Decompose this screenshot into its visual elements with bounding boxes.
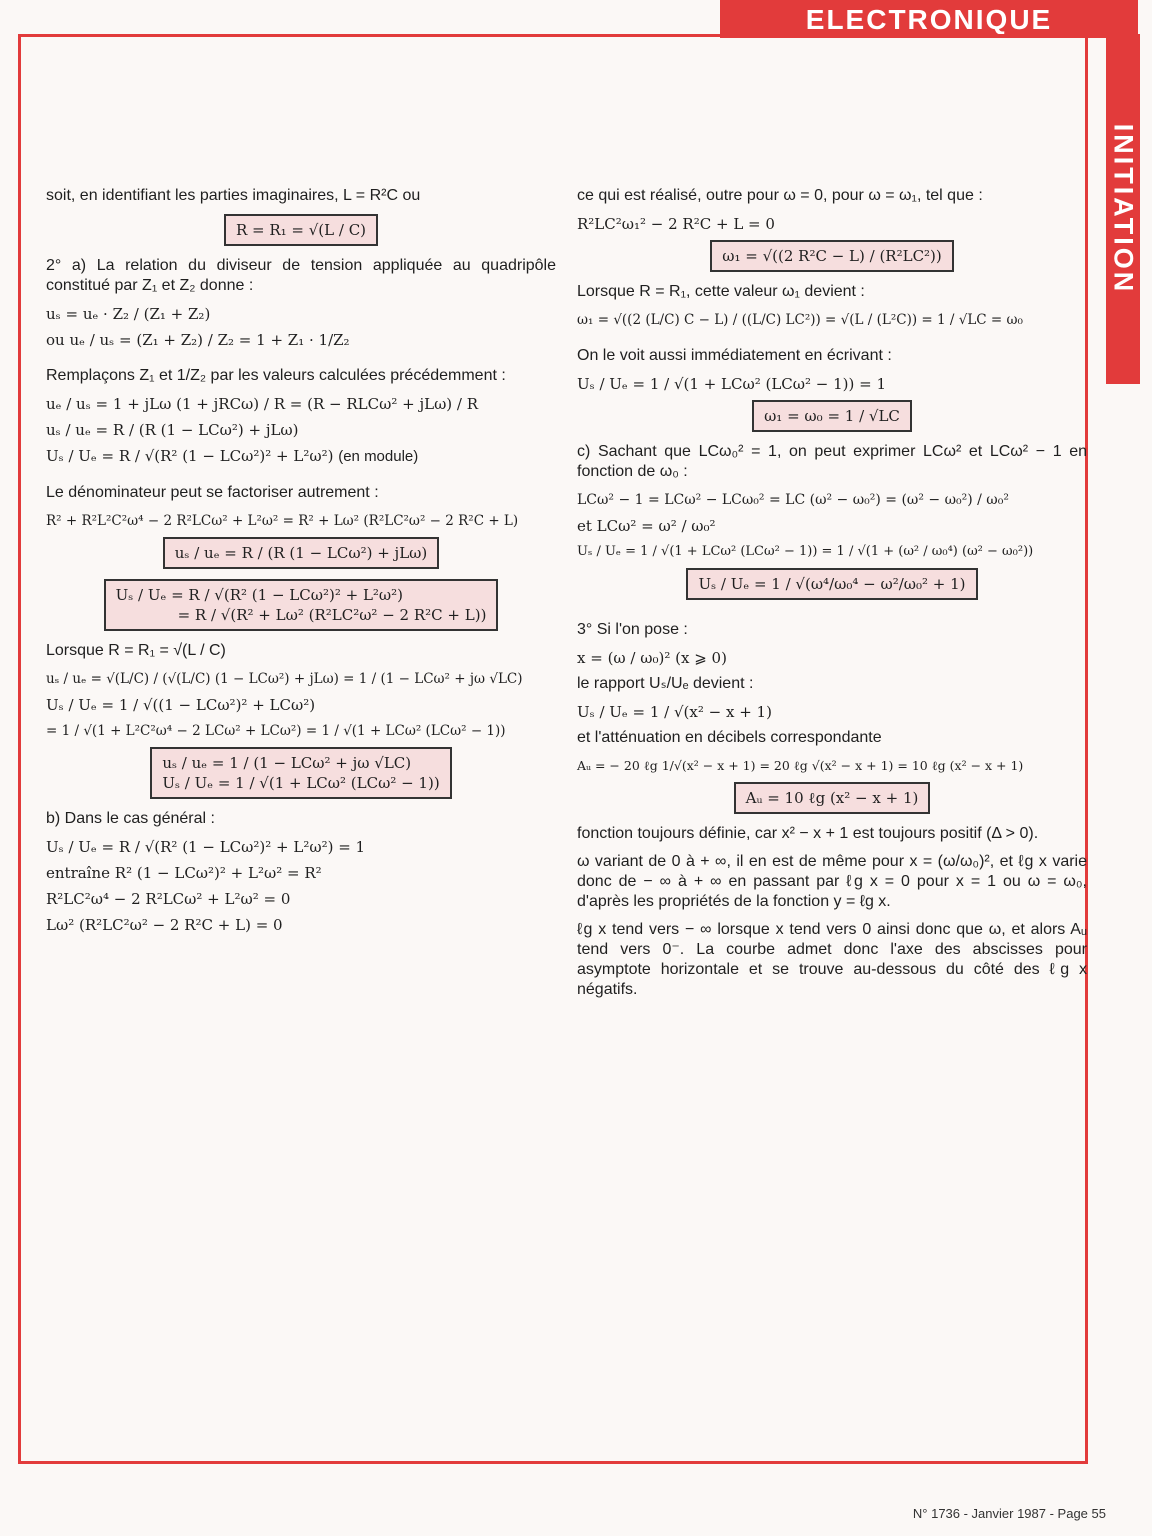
paragraph: 3° Si l'on pose : [577, 621, 688, 638]
paragraph: fonction toujours définie, car x² − x + 1 est toujours positif (Δ > 0). [577, 825, 1039, 842]
formula: ω₁ = √((2 (L/C) C − L) / ((L/C) LC²)) = √(L / (L²C)) = 1 / √LC = ω₀ [577, 312, 1023, 328]
result-box: R = R₁ = √(L / C) [224, 214, 378, 246]
paragraph: et l'atténuation en décibels correspondante [577, 729, 882, 746]
result-box: Uₛ / Uₑ = 1 / √(ω⁴/ω₀⁴ − ω²/ω₀² + 1) [686, 568, 977, 600]
paragraph: le rapport Uₛ/Uₑ devient : [577, 675, 754, 692]
paragraph: ℓg x tend vers − ∞ lorsque x tend vers 0 ainsi donc que ω, et alors Aᵤ tend vers 0⁻. La courbe admet donc l'axe des abscisses pour asymptote horizontale et se trouve au-dessous du côté des ℓg x négatifs. [577, 921, 1087, 998]
formula: R²LC²ω⁴ − 2 R²LCω² + L²ω² = 0 [46, 890, 291, 908]
formula: x = (ω / ω₀)² (x ⩾ 0) [577, 649, 727, 667]
result-box: uₛ / uₑ = R / (R (1 − LCω²) + jLω) [163, 537, 440, 569]
side-tab-label: INITIATION [1108, 123, 1139, 295]
formula: uₛ / uₑ = √(L/C) / (√(L/C) (1 − LCω²) + jLω) = 1 / (1 − LCω² + jω √LC) [46, 671, 523, 687]
result-line: Uₛ / Uₑ = R / √(R² (1 − LCω²)² + L²ω²) [115, 586, 404, 604]
section-header: ELECTRONIQUE [720, 0, 1138, 38]
paragraph: ω variant de 0 à + ∞, il en est de même pour x = (ω/ω₀)², et ℓg x varie donc de − ∞ à + ∞ en passant par ℓg x = 0 pour x = 1 ou ω = ω₀, d'après les propriétés de la fonction y = ℓg x. [577, 853, 1087, 910]
left-column [46, 186, 556, 941]
formula [46, 446, 556, 467]
formula-body: Uₛ / Uₑ = R / √(R² (1 − LCω²)² + L²ω²) [46, 447, 334, 465]
formula: uₑ / uₛ = 1 + jLω (1 + jRCω) / R = (R − RLCω² + jLω) / R [46, 395, 479, 413]
page-footer: N° 1736 - Janvier 1987 - Page 55 [912, 1506, 1106, 1521]
result-line: = R / √(R² + Lω² (R²LC²ω² − 2 R²C + L)) [177, 606, 487, 624]
paragraph: ce qui est réalisé, outre pour ω = 0, pour ω = ω₁, tel que : [577, 187, 983, 204]
formula: uₛ = uₑ · Z₂ / (Z₁ + Z₂) [46, 305, 211, 323]
formula: R²LC²ω₁² − 2 R²C + L = 0 [577, 215, 775, 233]
formula: Uₛ / Uₑ = 1 / √(x² − x + 1) [577, 703, 772, 721]
result-box: Aᵤ = 10 ℓg (x² − x + 1) [734, 782, 931, 814]
paragraph: Remplaçons Z₁ et 1/Z₂ par les valeurs calculées précédemment : [46, 367, 506, 384]
formula: LCω² − 1 = LCω² − LCω₀² = LC (ω² − ω₀²) = (ω² − ω₀²) / ω₀² [577, 492, 1009, 508]
result-line: Uₛ / Uₑ = 1 / √(1 + LCω² (LCω² − 1)) [162, 774, 440, 792]
paragraph: Le dénominateur peut se factoriser autrement : [46, 484, 379, 501]
paragraph: Lorsque R = R₁ = √(L / C) [46, 642, 226, 659]
result-line: uₛ / uₑ = 1 / (1 − LCω² + jω √LC) [162, 754, 412, 772]
formula: Uₛ / Uₑ = R / √(R² (1 − LCω²)² + L²ω²) = 1 [46, 838, 366, 856]
side-tab [1106, 34, 1140, 384]
formula: et LCω² = ω² / ω₀² [577, 517, 716, 535]
paragraph: c) Sachant que LCω₀² = 1, on peut exprimer LCω² et LCω² − 1 en fonction de ω₀ : [577, 443, 1087, 480]
formula: Aᵤ = − 20 ℓg 1/√(x² − x + 1) = 20 ℓg √(x² − x + 1) = 10 ℓg (x² − x + 1) [577, 758, 1024, 773]
right-column [577, 186, 1087, 1008]
paragraph: b) Dans le cas général : [46, 810, 215, 827]
formula: Lω² (R²LC²ω² − 2 R²C + L) = 0 [46, 916, 283, 934]
result-box [150, 747, 451, 799]
result-box: ω₁ = √((2 R²C − L) / (R²LC²)) [710, 240, 954, 272]
paragraph: soit, en identifiant les parties imaginaires, L = R²C ou [46, 187, 421, 204]
formula: uₛ / uₑ = R / (R (1 − LCω²) + jLω) [46, 421, 299, 439]
formula: Uₛ / Uₑ = 1 / √(1 + LCω² (LCω² − 1)) = 1 / √(1 + (ω² / ω₀⁴) (ω² − ω₀²)) [577, 544, 1034, 559]
paragraph: 2° a) La relation du diviseur de tension appliquée au quadripôle constitué par Z₁ et Z₂ donne : [46, 257, 556, 294]
formula: Uₛ / Uₑ = 1 / √(1 + LCω² (LCω² − 1)) = 1 [577, 375, 887, 393]
formula: ou uₑ / uₛ = (Z₁ + Z₂) / Z₂ = 1 + Z₁ · 1/Z₂ [46, 331, 350, 349]
formula-note: (en module) [338, 448, 419, 465]
formula: Uₛ / Uₑ = 1 / √((1 − LCω²)² + LCω²) [46, 696, 316, 714]
result-box: ω₁ = ω₀ = 1 / √LC [752, 400, 912, 432]
formula: = 1 / √(1 + L²C²ω⁴ − 2 LCω² + LCω²) = 1 / √(1 + LCω² (LCω² − 1)) [46, 723, 506, 739]
result-box [104, 579, 499, 631]
paragraph: Lorsque R = R₁, cette valeur ω₁ devient : [577, 283, 865, 300]
formula: entraîne R² (1 − LCω²)² + L²ω² = R² [46, 864, 322, 882]
paragraph: On le voit aussi immédiatement en écrivant : [577, 347, 892, 364]
formula: R² + R²L²C²ω⁴ − 2 R²LCω² + L²ω² = R² + Lω² (R²LC²ω² − 2 R²C + L) [46, 513, 519, 529]
